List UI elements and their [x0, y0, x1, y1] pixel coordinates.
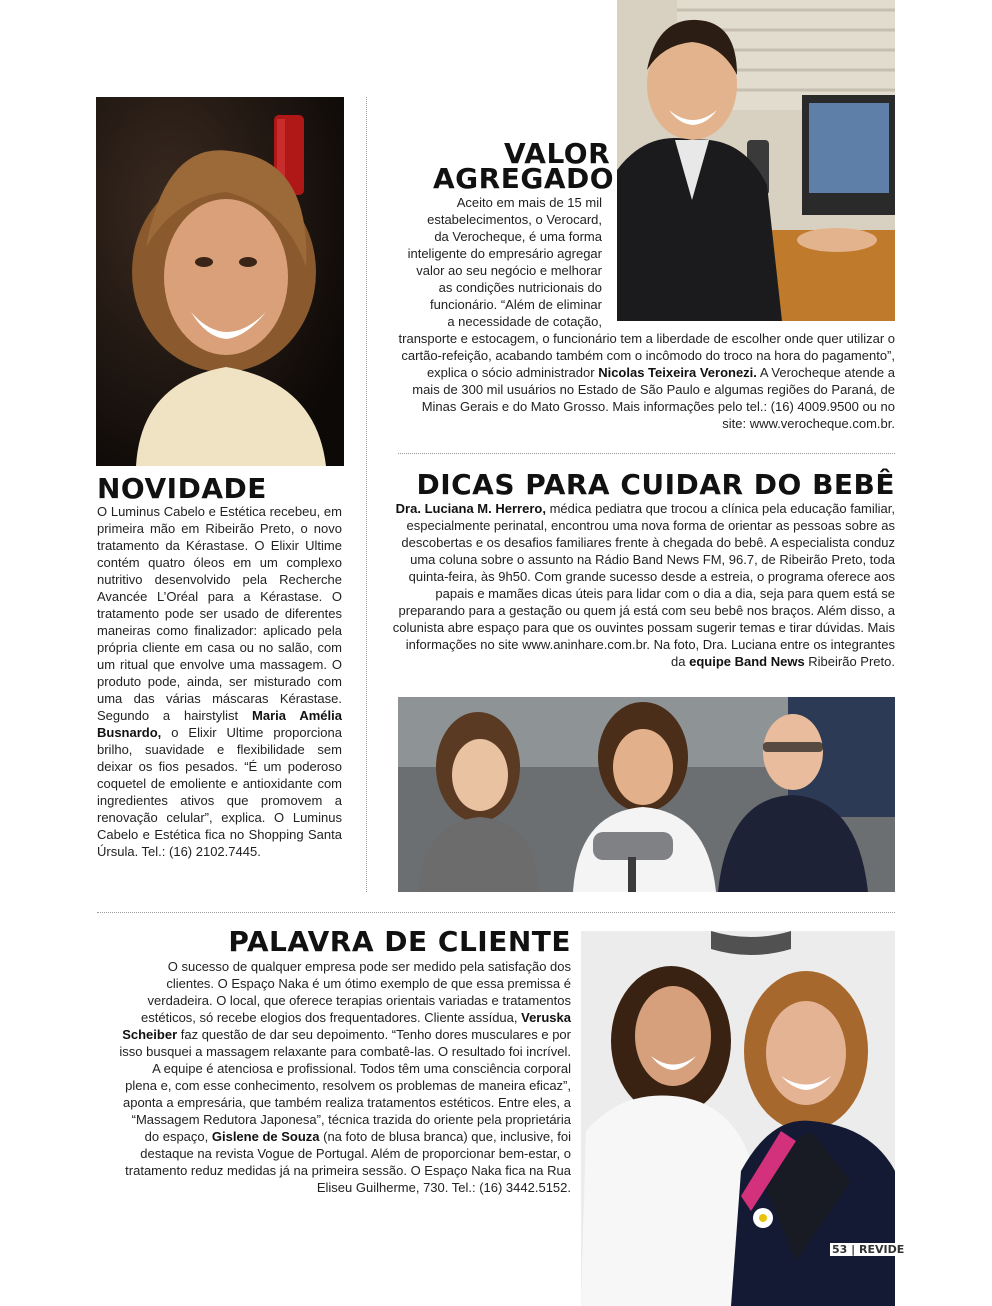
narrow-line: valor ao seu negócio e melhorar — [416, 263, 602, 278]
dicas-text-2: Ribeirão Preto. — [804, 654, 895, 669]
section-divider-right — [398, 453, 895, 454]
valor-agregado-photo — [617, 0, 895, 321]
palavra-title: PALAVRA DE CLIENTE — [228, 925, 571, 958]
valor-agregado-narrow-lines — [370, 194, 602, 330]
page-folio: 53 | REVIDE — [832, 1243, 905, 1256]
dicas-body — [390, 500, 895, 670]
column-divider — [366, 97, 367, 892]
palavra-text-3: (na foto de blusa branca) que, inclusive, foi destaque na revista Vogue de Portugal. Além de proporcionar bem-estar, o tratamento reduz medidas já na primeira sessão. O Espaço Naka fica na Rua Eliseu Guilherme, 730. Tel.: (16) 3442.5152. — [125, 1129, 571, 1195]
narrow-line: estabelecimentos, o Verocard, — [427, 212, 602, 227]
section-divider-full — [97, 912, 895, 913]
portrait-man-at-desk — [617, 0, 895, 321]
narrow-line: a necessidade de cotação, — [447, 314, 602, 329]
novidade-body — [97, 503, 342, 860]
palavra-highlight-owner: Gislene de Souza — [211, 1129, 320, 1144]
narrow-line: Aceito em mais de 15 mil — [456, 195, 602, 210]
dicas-title: DICAS PARA CUIDAR DO BEBÊ — [416, 468, 895, 501]
palavra-body — [117, 958, 571, 1196]
valor-text-1: transporte e estocagem, o funcionário tem a liberdade de escolher onde quer utilizar o cartão-refeição, acabando também com o incômodo do troco na hora do pagamento”, explica o sócio administrador — [398, 331, 895, 380]
valor-agregado-body — [398, 330, 895, 432]
narrow-line: da Verocheque, é uma forma — [434, 229, 602, 244]
palavra-text-1: O sucesso de qualquer empresa pode ser medido pela satisfação dos clientes. O Espaço Naka é um ótimo exemplo de que essa premissa é verdadeira. O local, que oferece terapias orientais variadas e tratamentos estéticos, só recebe elogios dos frequentadores. Cliente assídua, — [141, 959, 571, 1025]
novidade-text-1: O Luminus Cabelo e Estética recebeu, em primeira mão em Ribeirão Preto, o novo tratamento da Kérastase. O Elixir Ultime contém quatro óleos em um complexo nutritivo desenvolvido pela Recherche Avancée L’Oréal para a Kérastase. O tratamento pode ser usado de diferentes maneiras como finalizador: aplicado pela própria cliente em casa ou no salão, com um ritual que envolve uma massagem. O produto pode, ainda, ser misturado com uma das várias máscaras Kérastase. Segundo a hairstylist — [97, 504, 342, 723]
novidade-title: NOVIDADE — [97, 472, 267, 505]
valor-highlight-name: Nicolas Teixeira Veronezi. — [598, 365, 757, 380]
valor-text-2: A Verocheque atende a mais de 300 mil usuários no Estado de São Paulo e algumas regiões do Paraná, de Minas Gerais e do Mato Grosso. Mais informações pelo tel.: (16) 4009.9500 ou no site: www.verocheque.com.br. — [412, 365, 895, 431]
portrait-woman-smiling — [96, 97, 344, 466]
palavra-highlight-client: Veruska Scheiber — [122, 1010, 571, 1042]
novidade-photo — [96, 97, 344, 466]
dicas-photo — [398, 697, 895, 892]
dicas-highlight-team: equipe Band News — [689, 654, 805, 669]
palavra-text-2: faz questão de dar seu depoimento. “Tenho dores musculares e por isso busquei a massagem relaxante para combatê-las. O resultado foi incrível. A equipe é atenciosa e profissional. Todos têm uma consciência corporal plena e, com esse conhecimento, resolvem os problemas de maneira eficaz”, aponta a empresária, que também realiza tratamentos estéticos. Entre eles, a “Massagem Redutora Japonesa”, técnica trazida do oriente pela proprietária do espaço, — [119, 1027, 571, 1144]
novidade-highlight-name: Maria Amélia Busnardo, — [97, 708, 342, 740]
valor-agregado-title-line-1: VALOR — [504, 137, 611, 170]
dicas-text-1: médica pediatra que trocou a clínica pela educação familiar, especialmente perinatal, encontrou uma nova forma de orientar as pessoas sobre as descobertas e os desafios familiares frente à chegada do bebê. A especialista conduz uma coluna sobre o assunto na Rádio Band News FM, 96.7, de Ribeirão Preto, toda quinta-feira, às 9h50. Com grande sucesso desde a estreia, o programa oferece aos papais e mamães dicas úteis para lidar com o dia a dia, seja para quem está se preparando para a gestação ou quem já está com seu bebê nos braços. Além disso, a colunista abre espaço para que os ouvintes possam sugerir temas e tirar dúvidas. Mais informações no site www.aninhare.com.br. Na foto, Dra. Luciana entre os integrantes da — [392, 501, 895, 669]
narrow-line: funcionário. “Além de eliminar — [430, 297, 602, 312]
radio-studio-three-people — [398, 697, 895, 892]
narrow-line: as condições nutricionais do — [438, 280, 602, 295]
valor-agregado-title-line-2: AGREGADO — [433, 162, 615, 195]
dicas-highlight-doctor: Dra. Luciana M. Herrero, — [395, 501, 546, 516]
novidade-text-2: o Elixir Ultime proporciona brilho, suavidade e flexibilidade sem deixar os fios pesados. “É um poderoso coquetel de emoliente e antioxidante com ingredientes ativos que promovem a renovação celular”, explica. O Luminus Cabelo e Estética fica no Shopping Santa Úrsula. Tel.: (16) 2102.7445. — [97, 725, 342, 859]
narrow-line: inteligente do empresário agregar — [407, 246, 602, 261]
